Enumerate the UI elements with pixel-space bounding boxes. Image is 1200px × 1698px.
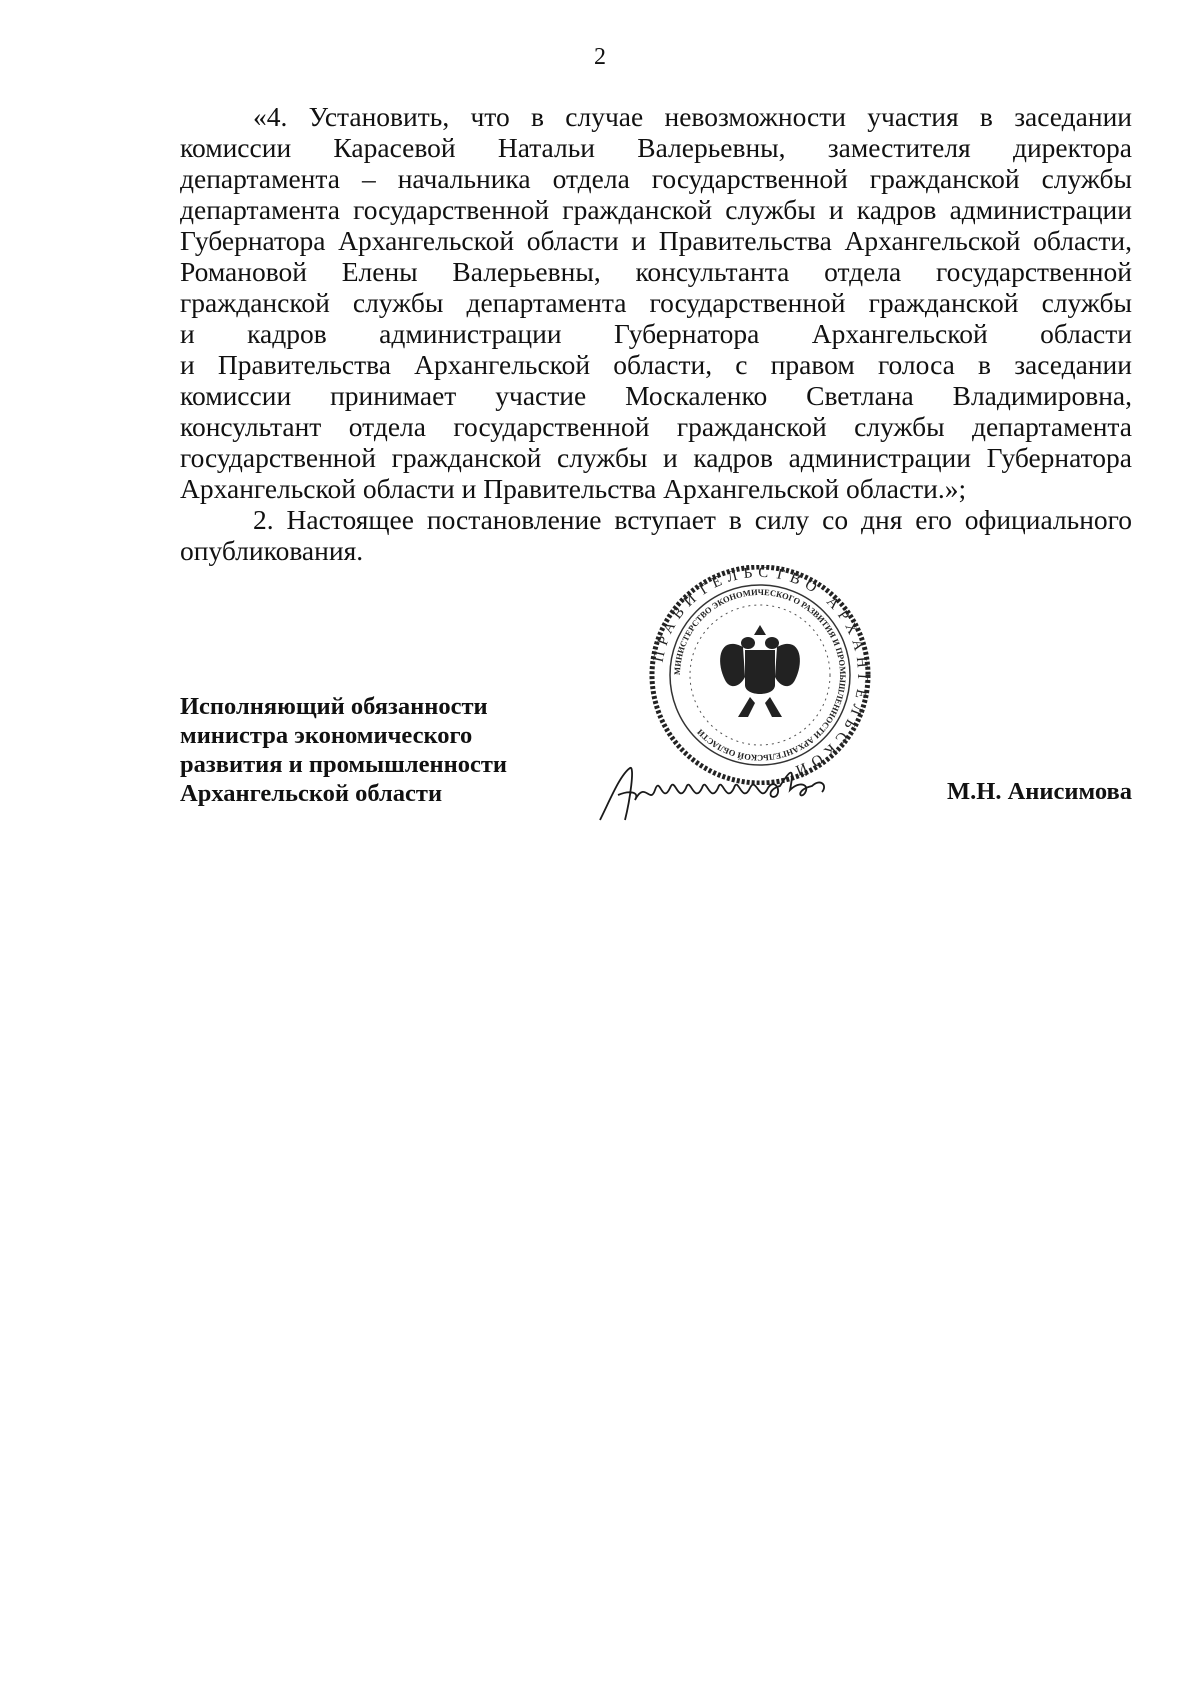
text-line: и Правительства Архангельской области, с правом голоса в заседании (180, 349, 1132, 380)
text-line: Архангельской области и Правительства Архангельской области.»; (180, 473, 967, 504)
signatory-title-line: развития и промышленности (180, 751, 507, 778)
text-line: Губернатора Архангельской области и Правительства Архангельской области, (180, 225, 1132, 256)
text-line: 2. Настоящее постановление вступает в силу со дня его официального (253, 504, 1132, 535)
svg-text:ПРАВИТЕЛЬСТВО АРХАНГЕЛЬСКОЙ: ПРАВИТЕЛЬСТВО АРХАНГЕЛЬСКОЙ (650, 565, 871, 781)
text-line: и кадров администрации Губернатора Архангельской области (180, 318, 1132, 349)
signatory-name: М.Н. Анисимова (947, 778, 1132, 805)
document-body (180, 101, 1132, 566)
paragraph-item-2 (180, 504, 1132, 566)
paragraph-item-4 (180, 101, 1132, 504)
text-line: комиссии принимает участие Москаленко Светлана Владимировна, (180, 380, 1132, 411)
signatory-title-line: министра экономического (180, 722, 473, 749)
signatory-title-line: Исполняющий обязанности (180, 693, 488, 720)
text-line: консультант отдела государственной гражданской службы департамента (180, 411, 1132, 442)
text-line: «4. Установить, что в случае невозможности участия в заседании (253, 101, 1132, 132)
text-line: комиссии Карасевой Натальи Валерьевны, заместителя директора (180, 132, 1132, 163)
text-line: государственной гражданской службы и кадров администрации Губернатора (180, 442, 1132, 473)
text-line: департамента государственной гражданской службы и кадров администрации (180, 194, 1132, 225)
signatory-title (180, 692, 507, 808)
svg-text:МИНИСТЕРСТВО ЭКОНОМИЧЕСКОГО РА: МИНИСТЕРСТВО ЭКОНОМИЧЕСКОГО РАЗВИТИЯ И ПРОМЫШЛЕННОСТИ АРХАНГЕЛЬСКОЙ ОБЛАСТИ (671, 586, 849, 764)
text-line: опубликования. (180, 535, 364, 566)
page-number: 2 (594, 44, 606, 70)
signatory-title-line: Архангельской области (180, 780, 443, 807)
official-seal (645, 565, 875, 785)
handwritten-signature (590, 760, 890, 830)
text-line: гражданской службы департамента государственной гражданской службы (180, 287, 1132, 318)
double-headed-eagle-icon (720, 625, 800, 717)
text-line: департамента – начальника отдела государственной гражданской службы (180, 163, 1132, 194)
text-line: Романовой Елены Валерьевны, консультанта отдела государственной (180, 256, 1132, 287)
